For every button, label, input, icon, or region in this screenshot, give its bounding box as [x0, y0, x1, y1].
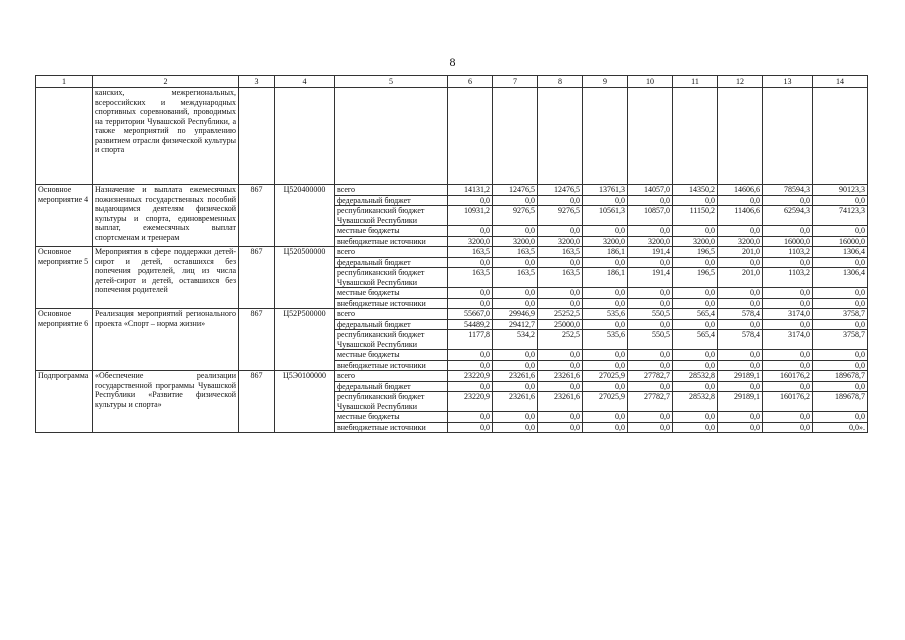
value-cell: 14057,0	[628, 185, 673, 196]
value-cell: 0,0	[813, 226, 868, 237]
header-cell: 12	[718, 76, 763, 88]
value-cell: 0,0	[583, 226, 628, 237]
value-cell: 0,0	[763, 350, 813, 361]
value-cell: 0,0	[718, 381, 763, 392]
value-cell: 9276,5	[538, 206, 583, 226]
empty-cell	[335, 88, 448, 185]
value-cell: 3200,0	[493, 236, 538, 247]
value-cell: 0,0	[813, 381, 868, 392]
table-row	[36, 309, 868, 320]
value-cell: 163,5	[493, 247, 538, 258]
value-cell: 201,0	[718, 247, 763, 258]
value-cell: 0,0	[673, 257, 718, 268]
row-code: 867	[239, 247, 275, 309]
value-cell: 0,0	[673, 381, 718, 392]
value-cell: 0,0	[583, 288, 628, 299]
value-cell: 1103,2	[763, 268, 813, 288]
value-cell: 0,0	[673, 350, 718, 361]
value-cell: 10561,3	[583, 206, 628, 226]
header-cell: 1	[36, 76, 93, 88]
value-cell: 0,0	[763, 288, 813, 299]
funding-source: внебюджетные источники	[335, 236, 448, 247]
header-cell: 2	[93, 76, 239, 88]
value-cell: 0,0	[718, 412, 763, 423]
value-cell: 0,0	[493, 298, 538, 309]
value-cell: 25000,0	[538, 319, 583, 330]
value-cell: 0,0	[763, 195, 813, 206]
value-cell: 29189,1	[718, 371, 763, 382]
value-cell: 27782,7	[628, 371, 673, 382]
value-cell: 14131,2	[448, 185, 493, 196]
funding-source: внебюджетные источники	[335, 298, 448, 309]
value-cell: 186,1	[583, 247, 628, 258]
value-cell: 23220,9	[448, 392, 493, 412]
value-cell: 27025,9	[583, 371, 628, 382]
value-cell: 565,4	[673, 309, 718, 320]
value-cell: 0,0	[673, 319, 718, 330]
value-cell: 535,6	[583, 330, 628, 350]
row-description: Реализация мероприятий регионального проекта «Спорт – норма жизни»	[93, 309, 239, 371]
row-group-name: Основное мероприятие 6	[36, 309, 93, 371]
funding-source: федеральный бюджет	[335, 257, 448, 268]
value-cell: 0,0	[718, 319, 763, 330]
value-cell: 163,5	[538, 247, 583, 258]
value-cell: 0,0	[628, 298, 673, 309]
value-cell: 163,5	[493, 268, 538, 288]
value-cell: 0,0	[718, 226, 763, 237]
value-cell: 0,0	[763, 412, 813, 423]
value-cell: 196,5	[673, 247, 718, 258]
value-cell: 0,0	[538, 350, 583, 361]
header-cell: 4	[275, 76, 335, 88]
value-cell: 29946,9	[493, 309, 538, 320]
value-cell: 0,0	[538, 257, 583, 268]
funding-source: федеральный бюджет	[335, 319, 448, 330]
value-cell: 0,0	[763, 257, 813, 268]
value-cell: 23220,9	[448, 371, 493, 382]
value-cell: 534,2	[493, 330, 538, 350]
value-cell: 0,0	[813, 257, 868, 268]
value-cell: 90123,3	[813, 185, 868, 196]
value-cell: 0,0	[813, 360, 868, 371]
row-description: Мероприятия в сфере поддержки детей-сирот и детей, оставшихся без попечения родителей, лиц из числа детей-сирот и детей, оставшихся без попечения родителей	[93, 247, 239, 309]
value-cell: 160176,2	[763, 371, 813, 382]
header-cell: 3	[239, 76, 275, 88]
value-cell: 0,0	[628, 422, 673, 433]
funding-source: республиканский бюджет Чувашской Республики	[335, 392, 448, 412]
continuation-description: канских, межрегиональных, всероссийских и международных спортивных соревнований, проводимых на территории Чувашской Республики, а также мероприятий по управлению развитием отрасли физической культуры и спорта	[93, 88, 239, 185]
row-target-code: Ц520500000	[275, 247, 335, 309]
value-cell: 16000,0	[813, 236, 868, 247]
value-cell: 163,5	[448, 247, 493, 258]
value-cell: 0,0	[763, 422, 813, 433]
value-cell: 14606,6	[718, 185, 763, 196]
empty-cell	[673, 88, 718, 185]
row-target-code: Ц52P500000	[275, 309, 335, 371]
value-cell: 578,4	[718, 309, 763, 320]
value-cell: 3758,7	[813, 330, 868, 350]
value-cell: 0,0	[493, 195, 538, 206]
funding-source: местные бюджеты	[335, 226, 448, 237]
empty-cell	[538, 88, 583, 185]
value-cell: 191,4	[628, 268, 673, 288]
header-cell: 7	[493, 76, 538, 88]
value-cell: 550,5	[628, 330, 673, 350]
funding-source: внебюджетные источники	[335, 422, 448, 433]
row-code: 867	[239, 185, 275, 247]
value-cell: 0,0	[493, 412, 538, 423]
empty-cell	[36, 88, 93, 185]
empty-cell	[763, 88, 813, 185]
value-cell: 0,0	[448, 422, 493, 433]
value-cell: 0,0	[493, 226, 538, 237]
value-cell: 3200,0	[628, 236, 673, 247]
value-cell: 191,4	[628, 247, 673, 258]
value-cell: 3174,0	[763, 309, 813, 320]
value-cell: 0,0	[718, 288, 763, 299]
value-cell: 0,0	[813, 298, 868, 309]
funding-source: местные бюджеты	[335, 412, 448, 423]
value-cell: 0,0	[448, 360, 493, 371]
value-cell: 0,0	[813, 319, 868, 330]
row-group-name: Подпрограмма	[36, 371, 93, 433]
value-cell: 12476,5	[538, 185, 583, 196]
value-cell: 0,0	[538, 298, 583, 309]
value-cell: 0,0	[763, 226, 813, 237]
value-cell: 13761,3	[583, 185, 628, 196]
value-cell: 0,0	[718, 350, 763, 361]
value-cell: 0,0	[493, 288, 538, 299]
value-cell: 0,0	[583, 319, 628, 330]
value-cell: 0,0	[493, 257, 538, 268]
value-cell: 0,0	[583, 298, 628, 309]
value-cell: 0,0	[813, 412, 868, 423]
funding-source: республиканский бюджет Чувашской Республики	[335, 330, 448, 350]
value-cell: 0,0	[673, 412, 718, 423]
value-cell: 0,0	[448, 195, 493, 206]
value-cell: 0,0	[493, 350, 538, 361]
funding-source: республиканский бюджет Чувашской Республики	[335, 268, 448, 288]
value-cell: 27782,7	[628, 392, 673, 412]
value-cell: 189678,7	[813, 371, 868, 382]
value-cell: 0,0	[538, 226, 583, 237]
continuation-row	[36, 88, 868, 185]
value-cell: 0,0	[493, 381, 538, 392]
value-cell: 55667,0	[448, 309, 493, 320]
row-target-code: Ц5Э0100000	[275, 371, 335, 433]
value-cell: 0,0	[448, 257, 493, 268]
value-cell: 163,5	[448, 268, 493, 288]
header-cell: 13	[763, 76, 813, 88]
value-cell: 0,0	[813, 195, 868, 206]
empty-cell	[718, 88, 763, 185]
value-cell: 0,0	[583, 422, 628, 433]
value-cell: 0,0	[718, 195, 763, 206]
row-target-code: Ц520400000	[275, 185, 335, 247]
value-cell: 29412,7	[493, 319, 538, 330]
value-cell: 186,1	[583, 268, 628, 288]
value-cell: 0,0	[448, 288, 493, 299]
header-cell: 10	[628, 76, 673, 88]
value-cell: 28532,8	[673, 392, 718, 412]
value-cell: 0,0	[583, 257, 628, 268]
value-cell: 252,5	[538, 330, 583, 350]
value-cell: 0,0	[538, 381, 583, 392]
value-cell: 163,5	[538, 268, 583, 288]
value-cell: 0,0	[448, 298, 493, 309]
value-cell: 1103,2	[763, 247, 813, 258]
value-cell: 0,0	[718, 298, 763, 309]
value-cell: 14350,2	[673, 185, 718, 196]
header-cell: 8	[538, 76, 583, 88]
empty-cell	[493, 88, 538, 185]
header-row	[36, 76, 868, 88]
value-cell: 578,4	[718, 330, 763, 350]
funding-source: республиканский бюджет Чувашской Республики	[335, 206, 448, 226]
value-cell: 3200,0	[583, 236, 628, 247]
value-cell: 23261,6	[538, 371, 583, 382]
value-cell: 0,0	[493, 360, 538, 371]
table-row	[36, 371, 868, 382]
value-cell: 0,0	[628, 257, 673, 268]
row-group-name: Основное мероприятие 4	[36, 185, 93, 247]
page-number: 8	[449, 55, 456, 69]
empty-cell	[239, 88, 275, 185]
funding-source: всего	[335, 309, 448, 320]
header-cell: 14	[813, 76, 868, 88]
value-cell: 196,5	[673, 268, 718, 288]
value-cell: 189678,7	[813, 392, 868, 412]
value-cell: 0,0	[538, 412, 583, 423]
value-cell: 535,6	[583, 309, 628, 320]
value-cell: 0,0	[448, 350, 493, 361]
value-cell: 0,0	[583, 350, 628, 361]
value-cell: 160176,2	[763, 392, 813, 412]
value-cell: 0,0	[538, 360, 583, 371]
value-cell: 0,0	[673, 422, 718, 433]
value-cell: 0,0	[673, 226, 718, 237]
header-cell: 9	[583, 76, 628, 88]
row-group-name: Основное мероприятие 5	[36, 247, 93, 309]
value-cell: 25252,5	[538, 309, 583, 320]
value-cell: 74123,3	[813, 206, 868, 226]
funding-source: всего	[335, 371, 448, 382]
row-description: Назначение и выплата ежемесячных пожизненных государственных пособий выдающимся деятелям физической культуры и спорта, единовременных выплат, ежемесячных выплат спортсменам и тренерам	[93, 185, 239, 247]
value-cell: 10931,2	[448, 206, 493, 226]
value-cell: 0,0	[448, 381, 493, 392]
funding-source: местные бюджеты	[335, 350, 448, 361]
value-cell: 12476,5	[493, 185, 538, 196]
value-cell: 1177,8	[448, 330, 493, 350]
value-cell: 3200,0	[673, 236, 718, 247]
funding-source: федеральный бюджет	[335, 195, 448, 206]
value-cell: 0,0	[628, 288, 673, 299]
value-cell: 11150,2	[673, 206, 718, 226]
value-cell: 29189,1	[718, 392, 763, 412]
value-cell: 3200,0	[718, 236, 763, 247]
empty-cell	[583, 88, 628, 185]
value-cell: 0,0	[448, 226, 493, 237]
value-cell: 0,0	[448, 412, 493, 423]
value-cell: 0,0	[763, 360, 813, 371]
value-cell: 0,0	[673, 298, 718, 309]
value-cell: 0,0	[813, 350, 868, 361]
value-cell: 0,0	[628, 319, 673, 330]
value-cell: 62594,3	[763, 206, 813, 226]
value-cell: 9276,5	[493, 206, 538, 226]
row-code: 867	[239, 371, 275, 433]
value-cell: 0,0	[813, 288, 868, 299]
value-cell: 0,0	[628, 195, 673, 206]
value-cell: 3174,0	[763, 330, 813, 350]
value-cell: 27025,9	[583, 392, 628, 412]
value-cell: 0,0	[628, 412, 673, 423]
value-cell: 0,0	[583, 381, 628, 392]
value-cell: 0,0	[763, 381, 813, 392]
value-cell: 0,0	[673, 360, 718, 371]
value-cell: 0,0	[718, 422, 763, 433]
header-cell: 11	[673, 76, 718, 88]
value-cell: 16000,0	[763, 236, 813, 247]
value-cell: 23261,6	[493, 371, 538, 382]
value-cell: 0,0	[538, 288, 583, 299]
value-cell: 28532,8	[673, 371, 718, 382]
value-cell: 201,0	[718, 268, 763, 288]
value-cell: 78594,3	[763, 185, 813, 196]
value-cell: 23261,6	[538, 392, 583, 412]
budget-table	[35, 75, 868, 433]
funding-source: местные бюджеты	[335, 288, 448, 299]
value-cell: 0,0	[628, 360, 673, 371]
value-cell: 565,4	[673, 330, 718, 350]
value-cell: 0,0	[763, 319, 813, 330]
value-cell: 550,5	[628, 309, 673, 320]
value-cell: 3200,0	[538, 236, 583, 247]
value-cell: 0,0	[583, 195, 628, 206]
funding-source: федеральный бюджет	[335, 381, 448, 392]
header-cell: 6	[448, 76, 493, 88]
value-cell: 0,0	[493, 422, 538, 433]
value-cell: 11406,6	[718, 206, 763, 226]
header-cell: 5	[335, 76, 448, 88]
value-cell: 1306,4	[813, 247, 868, 258]
value-cell: 0,0».	[813, 422, 868, 433]
row-code: 867	[239, 309, 275, 371]
table-row	[36, 185, 868, 196]
funding-source: всего	[335, 247, 448, 258]
funding-source: всего	[335, 185, 448, 196]
value-cell: 23261,6	[493, 392, 538, 412]
value-cell: 3200,0	[448, 236, 493, 247]
value-cell: 0,0	[538, 195, 583, 206]
value-cell: 0,0	[628, 226, 673, 237]
value-cell: 1306,4	[813, 268, 868, 288]
value-cell: 54489,2	[448, 319, 493, 330]
empty-cell	[275, 88, 335, 185]
value-cell: 0,0	[583, 412, 628, 423]
empty-cell	[813, 88, 868, 185]
value-cell: 0,0	[718, 360, 763, 371]
value-cell: 10857,0	[628, 206, 673, 226]
value-cell: 0,0	[628, 381, 673, 392]
value-cell: 0,0	[538, 422, 583, 433]
value-cell: 3758,7	[813, 309, 868, 320]
value-cell: 0,0	[673, 288, 718, 299]
empty-cell	[628, 88, 673, 185]
value-cell: 0,0	[718, 257, 763, 268]
value-cell: 0,0	[673, 195, 718, 206]
value-cell: 0,0	[628, 350, 673, 361]
value-cell: 0,0	[763, 298, 813, 309]
table-row	[36, 247, 868, 258]
empty-cell	[448, 88, 493, 185]
row-description: «Обеспечение реализации государственной программы Чувашской Республики «Развитие физической культуры и спорта»	[93, 371, 239, 433]
funding-source: внебюджетные источники	[335, 360, 448, 371]
value-cell: 0,0	[583, 360, 628, 371]
